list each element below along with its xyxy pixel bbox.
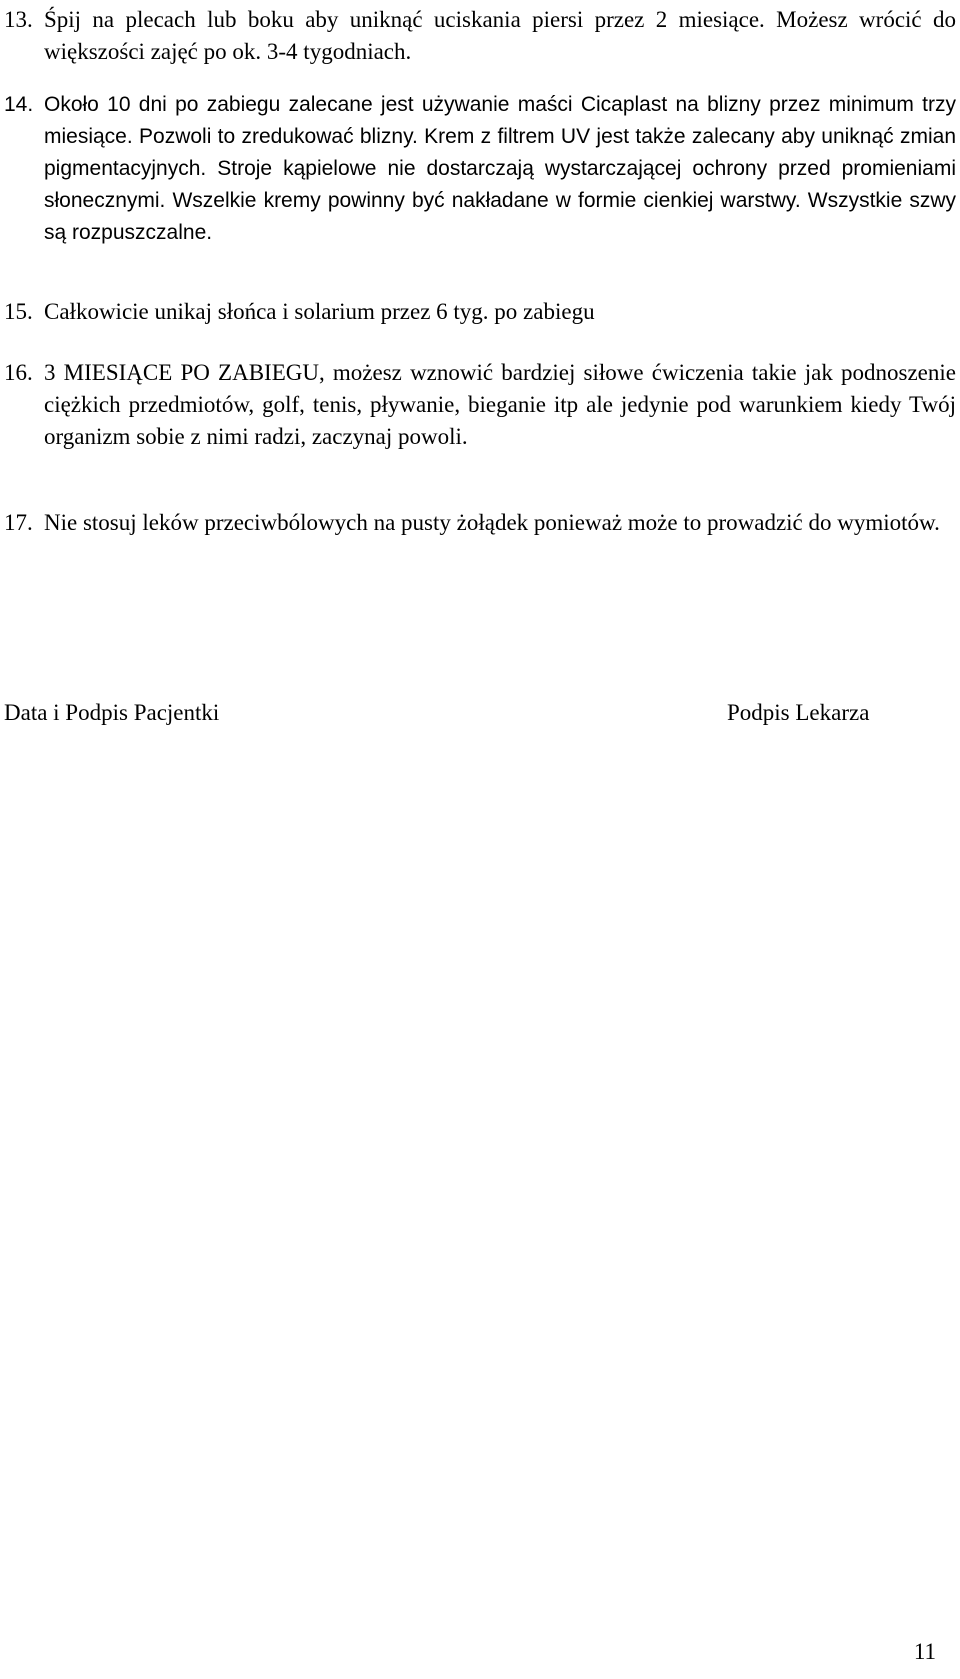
list-item-15 bbox=[4, 296, 956, 328]
item-number: 13. bbox=[4, 7, 33, 32]
page-number: 11 bbox=[913, 1639, 936, 1664]
item-number: 14. bbox=[4, 93, 34, 116]
item-text: Nie stosuj leków przeciwbólowych na pusty żołądek ponieważ może to prowadzić do wymiotów. bbox=[44, 510, 940, 535]
item-text: Około 10 dni po zabiegu zalecane jest używanie maści Cicaplast na blizny przez minimum trzy miesiące. Pozwoli to zredukować blizny. Krem z filtrem UV jest także zalecany aby uniknąć zmian pigmentacyjnych. Stroje kąpielowe nie dostarczają wystarczającej ochrony przed promieniami słonecznymi. Wszelkie kremy powinny być nakładane w formie cienkiej warstwy. Wszystkie szwy są rozpuszczalne. bbox=[44, 93, 956, 244]
item-text: Śpij na plecach lub boku aby uniknąć uciskania piersi przez 2 miesiące. Możesz wrócić do większości zajęć po ok. 3-4 tygodniach. bbox=[44, 7, 956, 64]
list-item-14 bbox=[4, 89, 956, 249]
doctor-signature-label: Podpis Lekarza bbox=[727, 700, 870, 725]
item-text: 3 MIESIĄCE PO ZABIEGU, możesz wznowić bardziej siłowe ćwiczenia takie jak podnoszenie ciężkich przedmiotów, golf, tenis, pływanie, bieganie itp ale jedynie pod warunkiem kiedy Twój organizm sobie z nimi radzi, zaczynaj powoli. bbox=[44, 360, 956, 449]
item-text: Całkowicie unikaj słońca i solarium przez 6 tyg. po zabiegu bbox=[44, 299, 595, 324]
list-item-13 bbox=[4, 4, 956, 68]
item-number: 16. bbox=[4, 360, 33, 385]
item-number: 15. bbox=[4, 299, 33, 324]
patient-signature-label: Data i Podpis Pacjentki bbox=[4, 700, 220, 725]
list-item-17 bbox=[4, 507, 956, 539]
item-number: 17. bbox=[4, 510, 33, 535]
list-item-16 bbox=[4, 357, 956, 453]
